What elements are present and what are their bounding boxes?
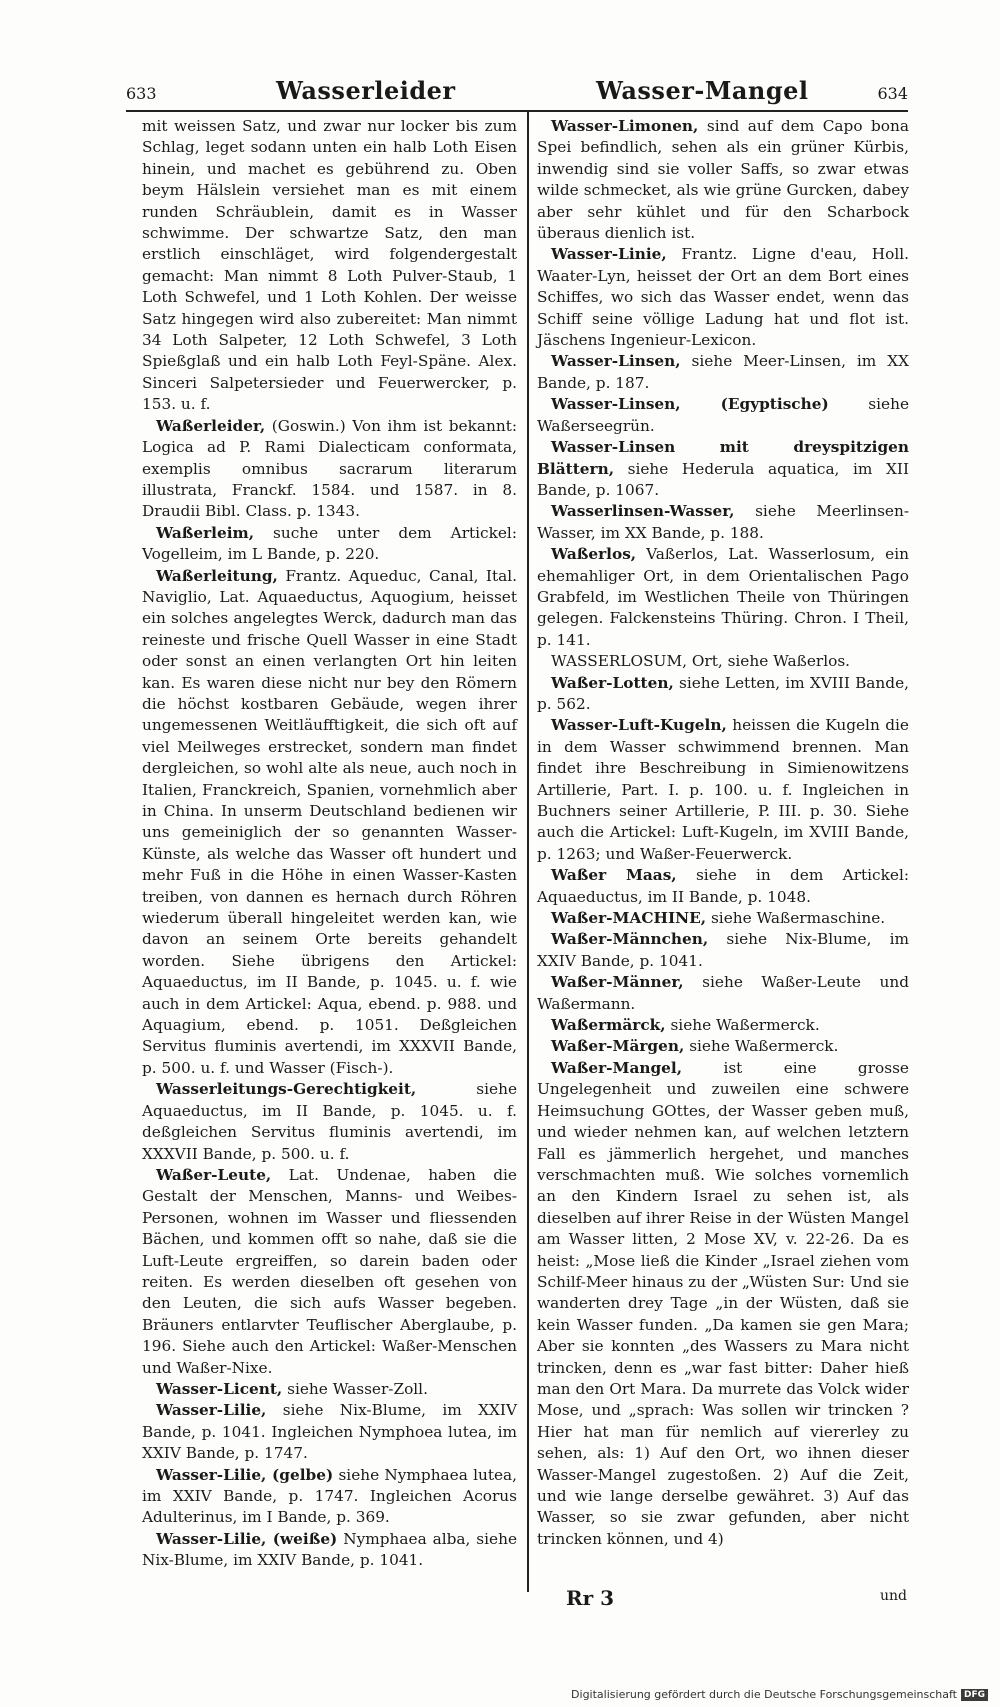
- entry-text: siehe Wasser-Zoll.: [287, 1379, 428, 1398]
- entry-text: siehe Letten, im XVIII Bande, p. 562.: [537, 673, 909, 713]
- entry-text: siehe Meerlinsen-Wasser, im XX Bande, p. 188.: [537, 502, 909, 542]
- dictionary-entry: [537, 673, 909, 716]
- dfg-logo: DFG: [961, 1689, 988, 1701]
- entry-headword: Wasser-Lilie, (weiße): [156, 1529, 338, 1548]
- right-column: [537, 116, 909, 1550]
- page-number-left: 633: [126, 84, 157, 103]
- entry-headword: Waßerleim,: [156, 523, 255, 542]
- dictionary-entry: [537, 908, 909, 929]
- entry-text: siehe Waßer-Leute und Waßermann.: [537, 973, 909, 1013]
- dictionary-entry: [142, 1465, 517, 1529]
- dictionary-entry: [142, 1079, 517, 1165]
- entry-headword: Wasser-Luft-Kugeln,: [551, 716, 727, 735]
- entry-text: ist eine grosse Ungelegenheit und zuweilen eine schwere Heimsuchung GOttes, der Wasser geben muß, und wieder nehmen kan, auf welchen letztern Fall es jämmerlich hergehet, und manches verschmachten muß. Wie solches vornemlich an den Kindern Israel zu sehen ist, als dieselben auf ihrer Reise in der Wüsten Mangel am Wasser litten, 2 Mose XV, v. 22-26. Da es heist: „Mose ließ die Kinder „Israel ziehen vom Schilf-Meer hinaus zu der „Wüsten Sur: Und sie wanderten drey Tage „in der Wüsten, daß sie kein Wasser funden. „Da kamen sie gen Mara; Aber sie konnten „des Wassers zu Mara nicht trincken, denn es „war fast bitter: Daher hieß man den Ort Mara. Da murrete das Volck wider Mose, und „sprach: Was sollen wir trincken ? Hier hat man für nemlich auf viererley zu sehen, als: 1) Auf den Ort, wo ihnen dieser Wasser-Mangel zugestoßen. 2) Auf die Zeit, und wie lange derselbe gewähret. 3) Auf das Wasser, so sie zwar gefunden, aber nicht trincken können, und 4): [537, 1058, 909, 1548]
- signature-mark: Rr 3: [566, 1586, 615, 1610]
- entry-headword: Wasser-Linsen mit dreyspitzigen Blättern,: [537, 438, 909, 478]
- entry-text: Nymphaea alba, siehe Nix-Blume, im XXIV Bande, p. 1041.: [142, 1529, 517, 1570]
- entry-headword: Waßer Maas,: [551, 866, 677, 885]
- dictionary-entry: [537, 351, 909, 394]
- entry-headword: Waßer-MACHINE,: [551, 909, 707, 928]
- entry-headword: Waßerlos,: [551, 545, 637, 564]
- dictionary-entry: [537, 1036, 909, 1057]
- entry-headword: Wasser-Linie,: [551, 245, 667, 264]
- page-header: [126, 72, 908, 112]
- entry-text: sind auf dem Capo bona Spei befindlich, sehen als ein grüner Kürbis, inwendig sind sie voller Saffs, so zwar etwas wilde schmecket, als wie grüne Gurcken, dabey aber sehr kühlet und für den Scharbock überaus dienlich ist.: [537, 117, 909, 243]
- entry-headword: Waßer-Mangel,: [551, 1058, 683, 1077]
- column-title-right: Wasser-Mangel: [596, 76, 809, 105]
- entry-text: Vaßerlos, Lat. Wasserlosum, ein ehemahliger Ort, in dem Orientalischen Pago Grabfeld, im Westlichen Theile von Thüringen gelegen. Falckensteins Thüring. Chron. I Theil, p. 141.: [537, 545, 909, 649]
- entry-headword: Waßer-Lotten,: [551, 673, 674, 692]
- entry-headword: Wasser-Licent,: [156, 1379, 283, 1398]
- dictionary-entry: [142, 523, 517, 566]
- entry-text: siehe in dem Artickel: Aquaeductus, im II Bande, p. 1048.: [537, 866, 909, 906]
- entry-text: siehe Waßerseegrün.: [537, 395, 909, 435]
- dictionary-entry: [142, 1400, 517, 1464]
- dictionary-entry: [537, 972, 909, 1015]
- dictionary-entry: [537, 437, 909, 501]
- entry-text: siehe Nix-Blume, im XXIV Bande, p. 1041.: [537, 930, 909, 970]
- entry-headword: Waßerleider,: [156, 416, 266, 435]
- entry-headword: Waßer-Leute,: [156, 1165, 272, 1184]
- entry-text: suche unter dem Artickel: Vogelleim, im L Bande, p. 220.: [142, 523, 517, 564]
- dictionary-entry: [537, 244, 909, 351]
- entry-text: heissen die Kugeln die in dem Wasser schwimmend brennen. Man findet ihre Beschreibung in Simienowitzens Artillerie, Part. I. p. 100. u. f. Ingleichen in Buchners seiner Artillerie, P. III. p. 30. Siehe auch die Artickel: Luft-Kugeln, im XVIII Bande, p. 1263; und Waßer-Feuerwerck.: [537, 716, 909, 863]
- entry-text: siehe Nymphaea lutea, im XXIV Bande, p. 1747. Ingleichen Acorus Adulterinus, im I Bande, p. 369.: [142, 1465, 517, 1527]
- entry-text: siehe Waßermerck.: [689, 1037, 839, 1056]
- dictionary-entry: [142, 116, 517, 416]
- dictionary-entry: [142, 1529, 517, 1572]
- entry-headword: Wasserleitungs-Gerechtigkeit,: [156, 1080, 417, 1099]
- entry-text: siehe Waßermaschine.: [710, 909, 886, 928]
- dictionary-entry: [537, 651, 909, 672]
- dictionary-entry: [537, 394, 909, 437]
- dictionary-entry: [537, 544, 909, 651]
- footer-text: Digitalisierung gefördert durch die Deutsche Forschungsgemeinschaft: [571, 1688, 957, 1701]
- column-divider: [527, 112, 529, 1592]
- entry-headword: Waßermärck,: [551, 1016, 666, 1035]
- dictionary-entry: [537, 715, 909, 865]
- dictionary-entry: [537, 1015, 909, 1036]
- entry-text: Frantz. Aqueduc, Canal, Ital. Naviglio, Lat. Aquaeductus, Aquogium, heisset ein solches angelegtes Werck, dadurch man das reineste und frische Quell Wasser in eine Stadt oder sonst an einen verlangten Ort hin leiten kan. Es waren diese nicht nur bey den Römern die höchst kostbaren Gebäude, wegen ihrer ungemessenen Weitläufftigkeit, die sich oft auf viel Meilweges erstrecket, sondern man findet dergleichen, so wohl alte als neue, auch noch in Italien, Franckreich, Spanien, vornehmlich aber in China. In unserm Deutschland bedienen wir uns gemeiniglich der so genannten Wasser-Künste, als welche das Wasser oft hundert und mehr Fuß in die Höhe in einen Wasser-Kasten treiben, von dannen es hernach durch Röhren wiederum überall hingeleitet werden kan, wie davon an seinem Orte bereits gehandelt worden. Siehe übrigens den Artickel: Aquaeductus, im II Bande, p. 1045. u. f. wie auch in dem Artickel: Aqua, ebend. p. 988. und Aquagium, ebend. p. 1051. Deßgleichen Servitus fluminis avertendi, im XXXVII Bande, p. 500. u. f. und Wasser (Fisch-).: [142, 566, 517, 1077]
- left-column: [142, 116, 517, 1572]
- entry-headword: Waßer-Männchen,: [551, 930, 709, 949]
- dictionary-entry: [537, 1058, 909, 1550]
- digitization-footer: [571, 1688, 988, 1701]
- entry-headword: Wasser-Linsen, (Egyptische): [551, 395, 829, 414]
- dictionary-entry: [537, 116, 909, 244]
- entry-text: siehe Hederula aquatica, im XII Bande, p. 1067.: [537, 459, 909, 499]
- header-rule: [126, 110, 908, 112]
- column-title-left: Wasserleider: [276, 76, 456, 105]
- page-number-right: 634: [877, 84, 908, 103]
- entry-text: siehe Aquaeductus, im II Bande, p. 1045. u. f. deßgleichen Servitus fluminis avertendi, im XXXVII Bande, p. 500. u. f.: [142, 1080, 517, 1163]
- entry-text: siehe Nix-Blume, im XXIV Bande, p. 1041. Ingleichen Nymphoea lutea, im XXIV Bande, p. 1747.: [142, 1401, 517, 1463]
- dictionary-entry: [537, 929, 909, 972]
- dictionary-entry: [142, 1165, 517, 1379]
- entry-text: siehe Meer-Linsen, im XX Bande, p. 187.: [537, 352, 909, 392]
- entry-text: (Goswin.) Von ihm ist bekannt: Logica ad P. Rami Dialecticam conformata, exemplis omnibus sacrarum literarum illustrata, Franckf. 1584. und 1587. in 8. Draudii Bibl. Class. p. 1343.: [142, 416, 517, 521]
- entry-text: mit weissen Satz, und zwar nur locker bis zum Schlag, leget sodann unten ein halb Loth Eisen hinein, und machet es gebührend zu. Oben beym Hälslein versiehet man es mit einem runden Schräublein, damit es in Wasser schwimme. Der schwartze Satz, den man erstlich einschläget, wird folgendergestalt gemacht: Man nimmt 8 Loth Pulver-Staub, 1 Loth Schwefel, und 1 Loth Kohlen. Der weisse Satz hingegen wird also zubereitet: Man nimmt 34 Loth Salpeter, 12 Loth Schwefel, 3 Loth Spießglaß und ein halb Loth Feyl-Späne. Alex. Sinceri Salpetersieder und Feuerwercker, p. 153. u. f.: [142, 117, 517, 414]
- dictionary-entry: [142, 566, 517, 1080]
- entry-headword: Wasser-Linsen,: [551, 352, 681, 371]
- entry-headword: Waßer-Märgen,: [551, 1037, 685, 1056]
- entry-headword: Wasserlinsen-Wasser,: [551, 502, 735, 521]
- catchword: und: [880, 1588, 907, 1604]
- dictionary-entry: [142, 416, 517, 523]
- entry-headword: Wasser-Limonen,: [551, 117, 699, 135]
- entry-headword: Waßerleitung,: [156, 566, 278, 585]
- entry-headword: Wasser-Lilie, (gelbe): [156, 1465, 334, 1484]
- dictionary-entry: [537, 865, 909, 908]
- entry-headword: Wasser-Lilie,: [156, 1401, 267, 1420]
- entry-text: siehe Waßermerck.: [670, 1016, 820, 1035]
- entry-text: Lat. Undenae, haben die Gestalt der Menschen, Manns- und Weibes-Personen, wohnen im Wasser und fliessenden Bächen, und kommen offt so nahe, daß sie die Luft-Leute ergreiffen, so darein baden oder reiten. Es werden dieselben oft gesehen von den Leuten, die sich aufs Wasser begeben. Bräuners entlarvter Teuflischer Aberglaube, p. 196. Siehe auch den Artickel: Waßer-Menschen und Waßer-Nixe.: [142, 1165, 517, 1377]
- entry-text: WASSERLOSUM, Ort, siehe Waßerlos.: [551, 652, 851, 671]
- dictionary-entry: [537, 501, 909, 544]
- entry-text: Frantz. Ligne d'eau, Holl. Waater-Lyn, heisset der Ort an dem Bort eines Schiffes, wo sich das Wasser endet, wenn das Schiff seine völlige Ladung hat und flot ist. Jäschens Ingenieur-Lexicon.: [537, 245, 909, 350]
- entry-headword: Waßer-Männer,: [551, 973, 684, 992]
- dictionary-entry: [142, 1379, 517, 1400]
